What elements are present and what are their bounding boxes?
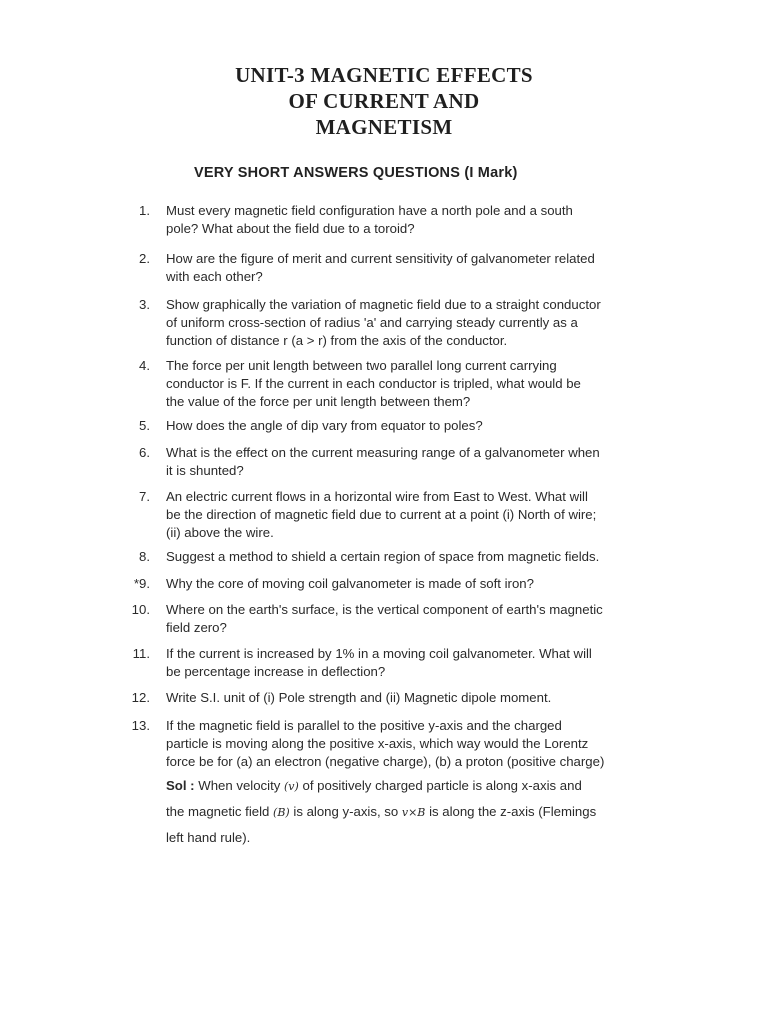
title-line-3: MAGNETISM	[315, 115, 453, 139]
solution-line-2	[166, 799, 666, 825]
question-line: be the direction of magnetic field due to current at a point (i) North of wire;	[166, 507, 597, 522]
solution-text: When velocity	[198, 778, 281, 793]
question-line: the value of the force per unit length between them?	[166, 394, 471, 409]
cross-product-symbol: v×B	[401, 806, 426, 819]
title-line-1: UNIT-3 MAGNETIC EFFECTS	[235, 63, 533, 87]
question-line: of uniform cross-section of radius 'a' and carrying steady currently as a	[166, 315, 578, 330]
solution-block	[166, 773, 666, 850]
question-line: The force per unit length between two parallel long current carrying	[166, 358, 557, 373]
question-number: 4.	[139, 358, 150, 373]
question-line: force be for (a) an electron (negative charge), (b) a proton (positive charge)	[166, 754, 605, 769]
question-line: Show graphically the variation of magnetic field due to a straight conductor	[166, 297, 601, 312]
question-line: field zero?	[166, 620, 227, 635]
question-line: If the current is increased by 1% in a moving coil galvanometer. What will	[166, 646, 592, 661]
question-number: 10.	[131, 602, 150, 617]
question-line: Suggest a method to shield a certain region of space from magnetic fields.	[166, 549, 600, 564]
solution-label: Sol :	[166, 778, 195, 793]
question-line: Where on the earth's surface, is the vertical component of earth's magnetic	[166, 602, 603, 617]
question-line: (ii) above the wire.	[166, 525, 274, 540]
question-line: conductor is F. If the current in each conductor is tripled, what would be	[166, 376, 581, 391]
question-line: particle is moving along the positive x-axis, which way would the Lorentz	[166, 736, 589, 751]
page-title	[0, 62, 768, 140]
question-line: Why the core of moving coil galvanometer is made of soft iron?	[166, 576, 534, 591]
question-line: be percentage increase in deflection?	[166, 664, 386, 679]
question-line: How are the figure of merit and current sensitivity of galvanometer related	[166, 251, 595, 266]
question-line: Must every magnetic field configuration have a north pole and a south	[166, 203, 573, 218]
solution-text: is along y-axis, so	[293, 804, 399, 819]
question-number: 6.	[139, 445, 150, 460]
question-number: 2.	[139, 251, 150, 266]
question-number: 12.	[131, 690, 150, 705]
question-line: function of distance r (a > r) from the axis of the conductor.	[166, 333, 508, 348]
question-line: If the magnetic field is parallel to the positive y-axis and the charged	[166, 718, 562, 733]
question-line: with each other?	[166, 269, 263, 284]
question-number: 1.	[139, 203, 150, 218]
question-line: Write S.I. unit of (i) Pole strength and (ii) Magnetic dipole moment.	[166, 690, 552, 705]
question-number: 5.	[139, 418, 150, 433]
question-number: *9.	[133, 576, 150, 591]
solution-line-1	[166, 773, 666, 799]
magnetic-field-symbol: (B)	[273, 806, 290, 819]
question-number: 11.	[132, 646, 150, 661]
question-number: 7.	[139, 489, 150, 504]
question-number: 3.	[139, 297, 150, 312]
question-number: 8.	[139, 549, 150, 564]
solution-text: of positively charged particle is along x-axis and	[302, 778, 582, 793]
question-number: 13.	[131, 718, 150, 733]
solution-text: is along the z-axis (Flemings	[429, 804, 597, 819]
question-line: How does the angle of dip vary from equator to poles?	[166, 418, 483, 433]
solution-line-3: left hand rule).	[166, 830, 251, 845]
section-heading: VERY SHORT ANSWERS QUESTIONS (I Mark)	[194, 165, 518, 181]
title-line-2: OF CURRENT AND	[288, 89, 480, 113]
velocity-symbol: (v)	[284, 780, 299, 793]
question-line: pole? What about the field due to a toroid?	[166, 221, 415, 236]
question-line: An electric current flows in a horizontal wire from East to West. What will	[166, 489, 588, 504]
question-line: What is the effect on the current measuring range of a galvanometer when	[166, 445, 600, 460]
question-line: it is shunted?	[166, 463, 244, 478]
solution-text: the magnetic field	[166, 804, 270, 819]
